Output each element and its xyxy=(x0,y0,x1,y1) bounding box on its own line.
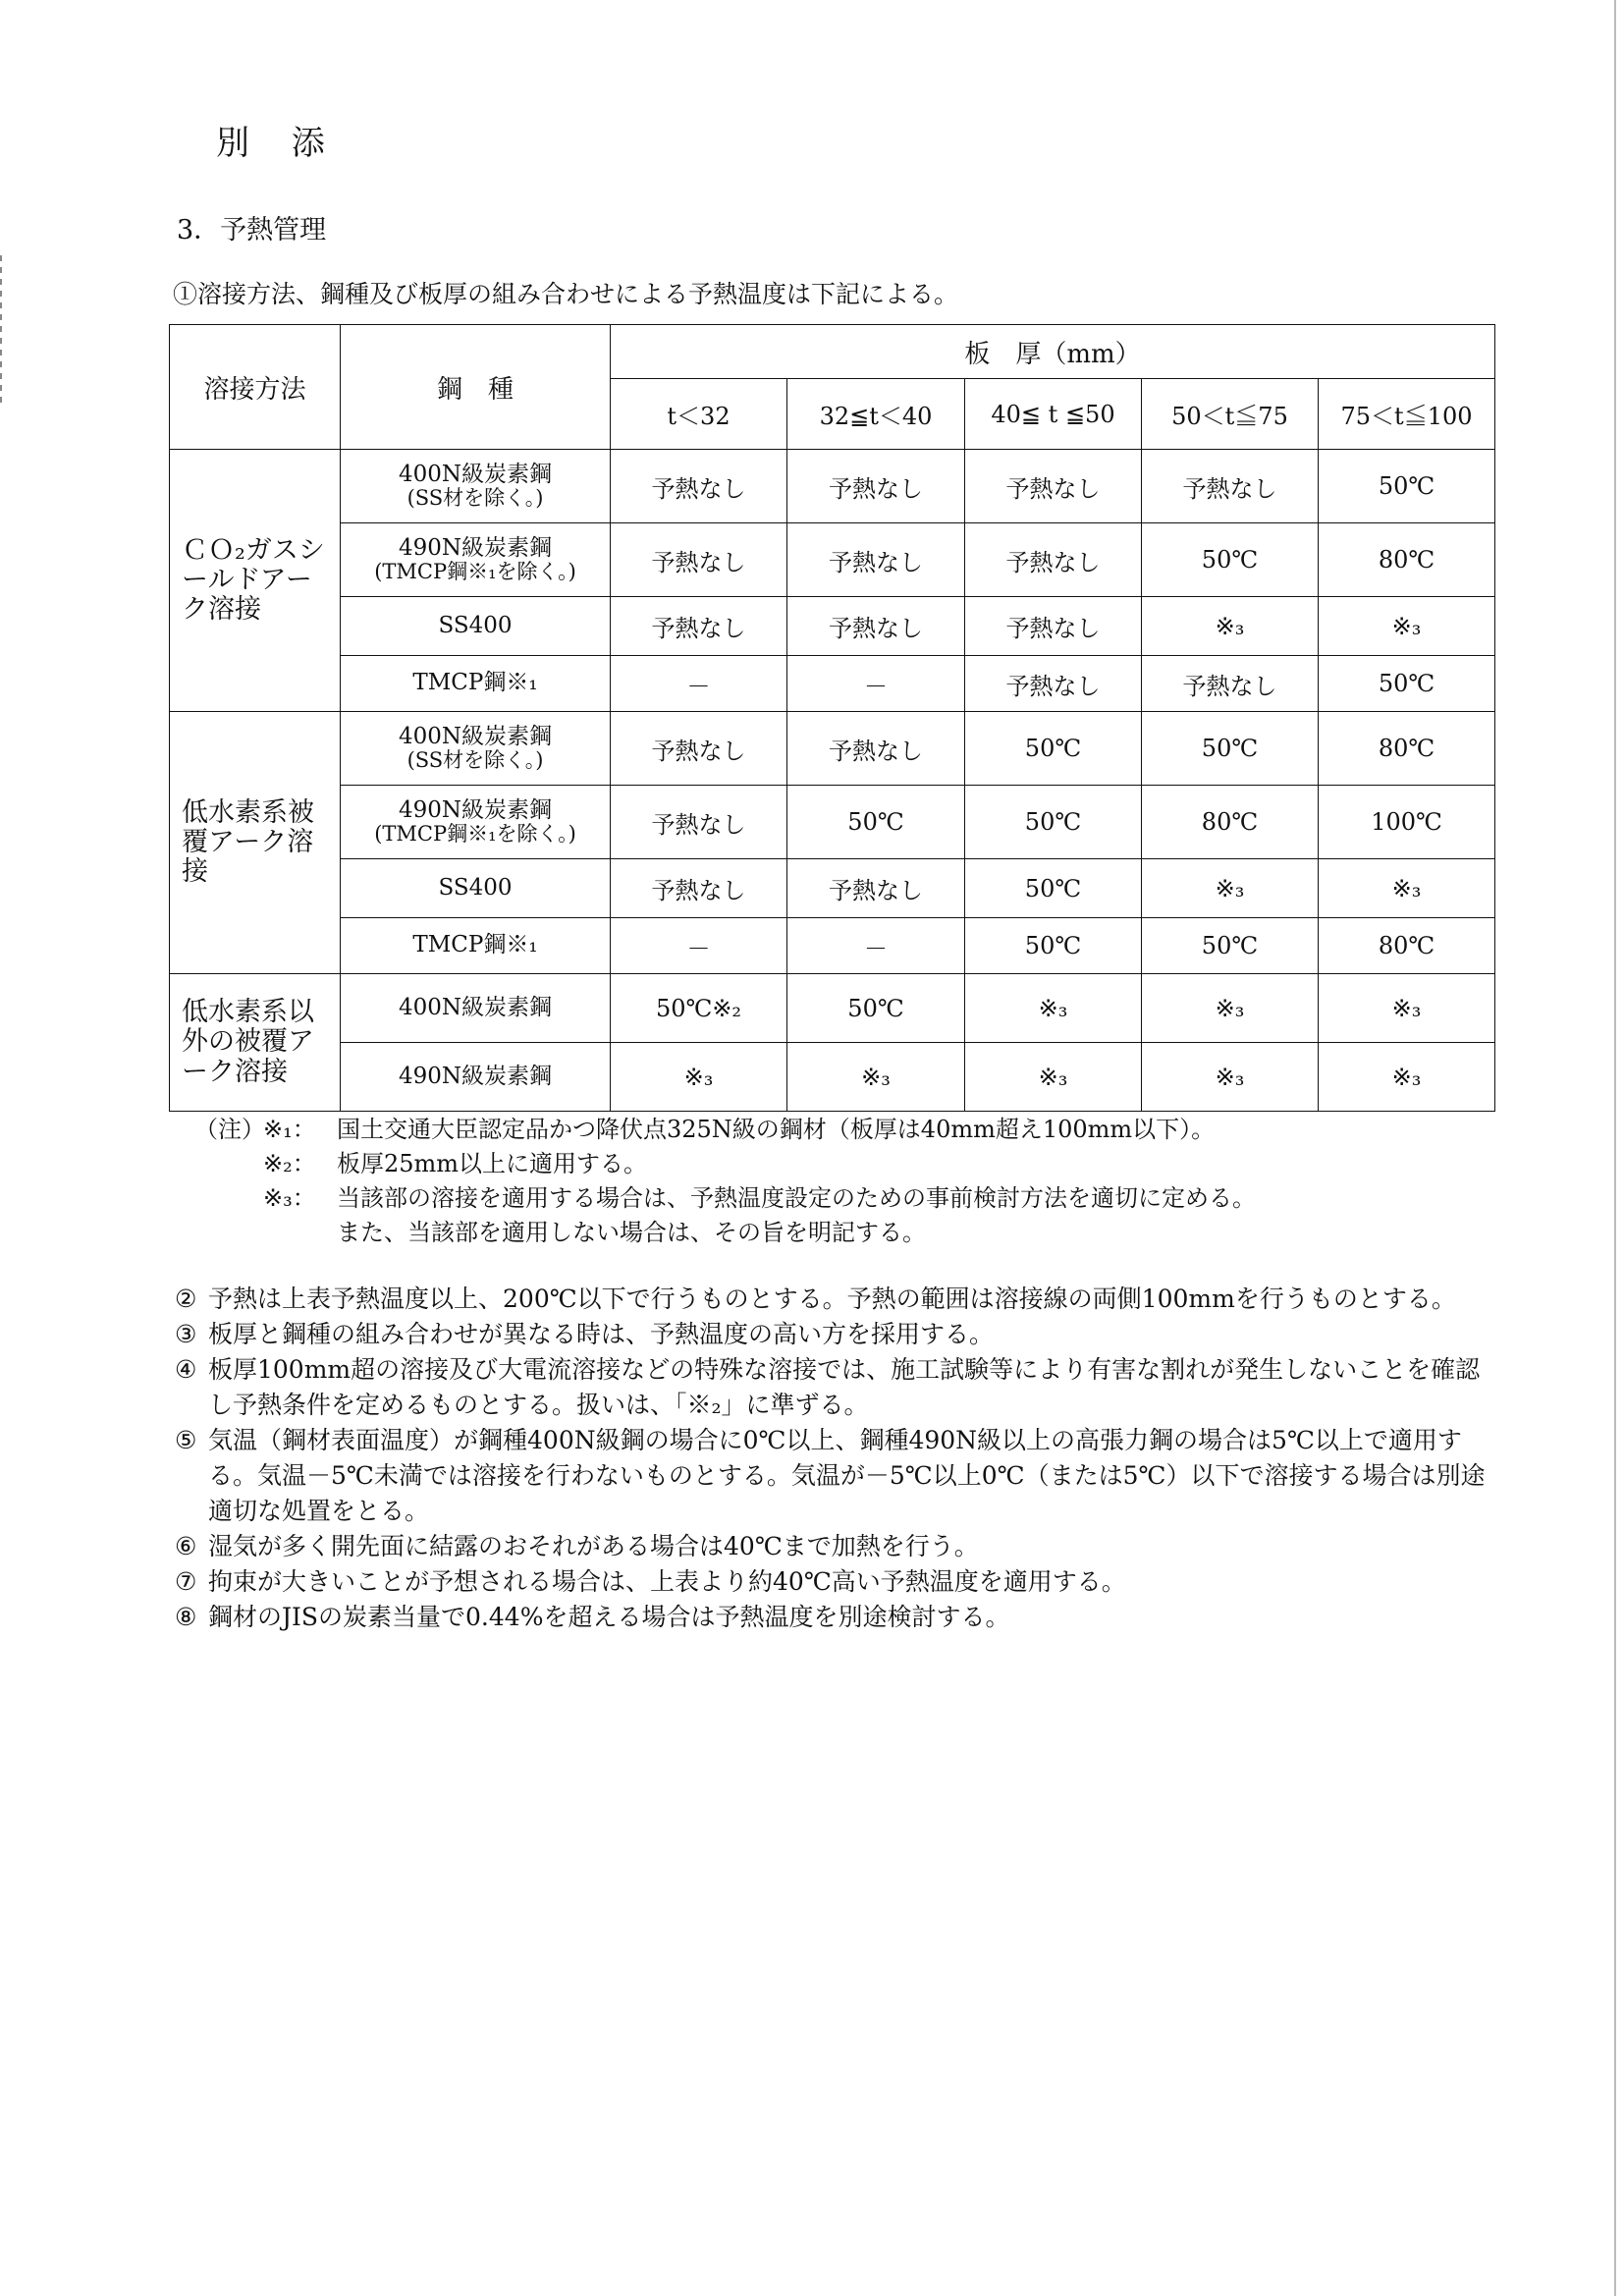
item-number: ④ xyxy=(175,1355,197,1384)
item-number: ③ xyxy=(175,1320,197,1348)
preheat-value: 50℃ xyxy=(965,786,1142,859)
steel-note: (TMCP鋼※₁を除く。) xyxy=(374,822,576,847)
steel-name: 400N級炭素鋼 xyxy=(398,723,553,749)
intro-text: ①溶接方法、鋼種及び板厚の組み合わせによる予熱温度は下記による。 xyxy=(173,280,959,308)
preheat-value: 80℃ xyxy=(1319,712,1495,786)
steel-cell xyxy=(341,450,611,523)
preheat-value: 100℃ xyxy=(1319,786,1495,859)
preheat-value: 50℃ xyxy=(1142,918,1319,974)
method-cell: 低水素系被覆アーク溶接 xyxy=(170,712,341,974)
preheat-value: 予熱なし xyxy=(787,712,965,786)
steel-name: TMCP鋼※₁ xyxy=(412,670,538,696)
preheat-value: 予熱なし xyxy=(611,859,787,918)
method-cell: ＣＯ₂ガスシールドアーク溶接 xyxy=(170,450,341,712)
steel-name: 400N級炭素鋼 xyxy=(398,994,553,1020)
table-row xyxy=(170,974,1495,1043)
preheat-value: 予熱なし xyxy=(965,656,1142,712)
table-row xyxy=(170,712,1495,786)
section-title: 3．予熱管理 xyxy=(177,215,327,246)
table-row xyxy=(170,786,1495,859)
preheat-value: ※₃ xyxy=(1142,1043,1319,1112)
steel-name: SS400 xyxy=(438,612,513,638)
steel-cell xyxy=(341,786,611,859)
header-steel: 鋼 種 xyxy=(341,325,611,450)
preheat-value: 予熱なし xyxy=(965,523,1142,597)
scan-edge-mark xyxy=(0,255,2,403)
note-key: ※₃： xyxy=(263,1184,316,1212)
list-item xyxy=(175,1564,1490,1600)
preheat-value: 予熱なし xyxy=(611,597,787,656)
item-text: 拘束が大きいことが予想される場合は、上表より約40℃高い予熱温度を適用する。 xyxy=(208,1567,1126,1596)
steel-name: 490N級炭素鋼 xyxy=(398,1063,553,1089)
preheat-value: － xyxy=(787,656,965,712)
method-cell: 低水素系以外の被覆アーク溶接 xyxy=(170,974,341,1112)
preheat-value: ※₃ xyxy=(965,974,1142,1043)
note-text: 当該部の溶接を適用する場合は、予熱温度設定のための事前検討方法を適切に定める。 xyxy=(337,1184,1256,1212)
preheat-value: 予熱なし xyxy=(787,597,965,656)
item-text: 板厚100mm超の溶接及び大電流溶接などの特殊な溶接では、施工試験等により有害な割れが発生しないことを確認し予熱条件を定めるものとする。扱いは、「※₂」に準ずる。 xyxy=(208,1355,1481,1419)
preheat-value: － xyxy=(611,656,787,712)
item-text: 板厚と鋼種の組み合わせが異なる時は、予熱温度の高い方を採用する。 xyxy=(208,1320,995,1348)
preheat-value: 予熱なし xyxy=(1142,656,1319,712)
header-thickness-col: 75＜t≦100 xyxy=(1319,379,1495,450)
steel-cell xyxy=(341,597,611,656)
steel-name: 490N級炭素鋼 xyxy=(398,796,553,823)
table-row xyxy=(170,1043,1495,1112)
item-number: ⑥ xyxy=(175,1532,197,1560)
steel-note: (SS材を除く。) xyxy=(406,748,544,773)
preheat-value: 50℃ xyxy=(965,712,1142,786)
preheat-value: 予熱なし xyxy=(787,859,965,918)
table-row xyxy=(170,450,1495,523)
steel-cell xyxy=(341,523,611,597)
preheat-value: 50℃ xyxy=(1142,712,1319,786)
preheat-value: 予熱なし xyxy=(611,523,787,597)
preheat-value: 50℃ xyxy=(1319,450,1495,523)
preheat-value: 予熱なし xyxy=(1142,450,1319,523)
preheat-value: － xyxy=(611,918,787,974)
preheat-value: 予熱なし xyxy=(965,597,1142,656)
item-number: ⑧ xyxy=(175,1603,197,1631)
preheat-value: 予熱なし xyxy=(611,712,787,786)
preheat-value: 80℃ xyxy=(1142,786,1319,859)
note-prefix: （注） xyxy=(194,1116,265,1143)
header-thickness-col: 32≦t＜40 xyxy=(787,379,965,450)
preheat-value: 予熱なし xyxy=(611,786,787,859)
preheat-value: 予熱なし xyxy=(787,450,965,523)
preheat-value: 80℃ xyxy=(1319,523,1495,597)
preheat-value: 予熱なし xyxy=(787,523,965,597)
preheat-value: ※₃ xyxy=(1142,974,1319,1043)
list-item xyxy=(175,1529,1490,1564)
table-row xyxy=(170,859,1495,918)
steel-cell xyxy=(341,656,611,712)
note-text: 国土交通大臣認定品かつ降伏点325N級の鋼材（板厚は40mm超え100mm以下）。 xyxy=(337,1116,1216,1143)
steel-cell xyxy=(341,1043,611,1112)
table-row xyxy=(170,523,1495,597)
steel-name: TMCP鋼※₁ xyxy=(412,932,538,958)
item-text: 予熱は上表予熱温度以上、200℃以下で行うものとする。予熱の範囲は溶接線の両側100mmを行うものとする。 xyxy=(208,1285,1456,1313)
item-text: 鋼材のJISの炭素当量で0.44%を超える場合は予熱温度を別途検討する。 xyxy=(208,1603,1010,1631)
preheat-value: － xyxy=(787,918,965,974)
preheat-value: ※₃ xyxy=(1319,1043,1495,1112)
table-row xyxy=(170,656,1495,712)
preheat-value: 50℃ xyxy=(787,786,965,859)
preheat-value: ※₃ xyxy=(1319,974,1495,1043)
steel-cell xyxy=(341,859,611,918)
preheat-value: ※₃ xyxy=(611,1043,787,1112)
list-item xyxy=(175,1423,1490,1529)
header-thickness: 板 厚（mm） xyxy=(611,325,1495,379)
preheat-value: 50℃ xyxy=(965,918,1142,974)
steel-note: (TMCP鋼※₁を除く。) xyxy=(374,560,576,584)
scan-right-edge xyxy=(1614,0,1616,2296)
preheat-value: 80℃ xyxy=(1319,918,1495,974)
list-item xyxy=(175,1282,1490,1317)
note-key: ※₁： xyxy=(263,1116,316,1143)
item-number: ⑦ xyxy=(175,1567,197,1596)
table-row xyxy=(170,918,1495,974)
steel-name: SS400 xyxy=(438,874,513,901)
preheat-value: ※₃ xyxy=(965,1043,1142,1112)
preheat-value: 50℃※₂ xyxy=(611,974,787,1043)
item-number: ⑤ xyxy=(175,1426,197,1454)
list-item xyxy=(175,1352,1490,1423)
preheat-value: ※₃ xyxy=(1319,597,1495,656)
preheat-value: 50℃ xyxy=(787,974,965,1043)
note-text: また、当該部を適用しない場合は、その旨を明記する。 xyxy=(337,1219,926,1246)
preheat-value: ※₃ xyxy=(787,1043,965,1112)
steel-cell xyxy=(341,974,611,1043)
steel-cell xyxy=(341,918,611,974)
preheat-value: 50℃ xyxy=(1142,523,1319,597)
steel-note: (SS材を除く。) xyxy=(406,486,544,511)
steel-cell xyxy=(341,712,611,786)
item-text: 湿気が多く開先面に結露のおそれがある場合は40℃まで加熱を行う。 xyxy=(208,1532,979,1560)
page-heading: 別 添 xyxy=(216,124,341,163)
note-text: 板厚25mm以上に適用する。 xyxy=(337,1150,648,1177)
list-item xyxy=(175,1600,1490,1635)
list-item xyxy=(175,1317,1490,1352)
note-key: ※₂： xyxy=(263,1150,316,1177)
preheat-value: ※₃ xyxy=(1319,859,1495,918)
item-text: 気温（鋼材表面温度）が鋼種400N級鋼の場合に0℃以上、鋼種490N級以上の高張力鋼の場合は5℃以上で適用する。気温－5℃未満では溶接を行わないものとする。気温が－5℃以上0℃（または5℃）以下で溶接する場合は別途適切な処置をとる。 xyxy=(208,1426,1486,1525)
preheat-value: 50℃ xyxy=(965,859,1142,918)
preheat-value: 50℃ xyxy=(1319,656,1495,712)
header-thickness-col: 50＜t≦75 xyxy=(1142,379,1319,450)
preheat-value: ※₃ xyxy=(1142,859,1319,918)
table-row xyxy=(170,597,1495,656)
items-list xyxy=(175,1282,1490,1635)
header-method: 溶接方法 xyxy=(170,325,341,450)
header-thickness-col: 40≦ t ≦50 xyxy=(965,379,1142,450)
preheat-value: 予熱なし xyxy=(611,450,787,523)
preheat-value: ※₃ xyxy=(1142,597,1319,656)
item-number: ② xyxy=(175,1285,197,1313)
preheat-table xyxy=(169,324,1495,1112)
header-thickness-col: t＜32 xyxy=(611,379,787,450)
preheat-value: 予熱なし xyxy=(965,450,1142,523)
steel-name: 400N級炭素鋼 xyxy=(398,461,553,487)
steel-name: 490N級炭素鋼 xyxy=(398,534,553,561)
